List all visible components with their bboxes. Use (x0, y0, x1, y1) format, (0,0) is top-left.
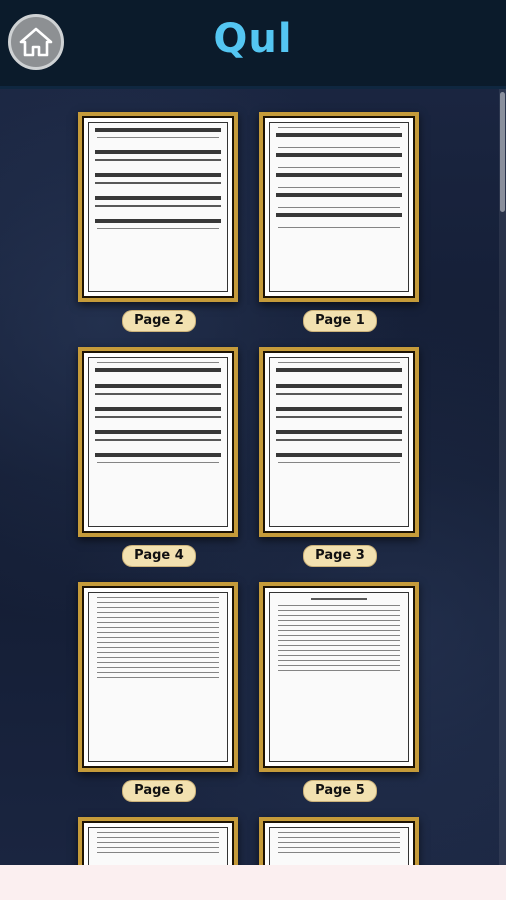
page-thumbnail[interactable] (78, 112, 238, 352)
bottom-bar (0, 865, 506, 900)
page-frame (259, 817, 419, 865)
page-label: Page 2 (122, 310, 196, 332)
page-thumbnail[interactable] (259, 582, 419, 822)
page-thumbnail[interactable] (259, 817, 419, 865)
page-grid (0, 89, 506, 865)
page-image (269, 122, 409, 292)
page-label: Page 4 (122, 545, 196, 567)
page-frame (259, 347, 419, 537)
app-header (0, 0, 506, 89)
page-image (88, 592, 228, 762)
page-thumbnail[interactable] (78, 347, 238, 587)
page-frame (259, 582, 419, 772)
page-thumbnail[interactable] (259, 112, 419, 352)
page-thumbnail[interactable] (78, 582, 238, 822)
page-thumbnail[interactable] (259, 347, 419, 587)
page-image (269, 357, 409, 527)
page-label: Page 6 (122, 780, 196, 802)
page-image (269, 592, 409, 762)
page-image (88, 122, 228, 292)
page-image (88, 827, 228, 865)
page-title: Qul (213, 16, 293, 62)
page-frame (78, 817, 238, 865)
page-frame (78, 112, 238, 302)
page-image (269, 827, 409, 865)
page-label: Page 5 (303, 780, 377, 802)
page-thumbnail[interactable] (78, 817, 238, 865)
page-label: Page 1 (303, 310, 377, 332)
page-image (88, 357, 228, 527)
page-frame (259, 112, 419, 302)
page-frame (78, 347, 238, 537)
scrollbar-thumb[interactable] (500, 92, 505, 212)
page-label: Page 3 (303, 545, 377, 567)
page-frame (78, 582, 238, 772)
